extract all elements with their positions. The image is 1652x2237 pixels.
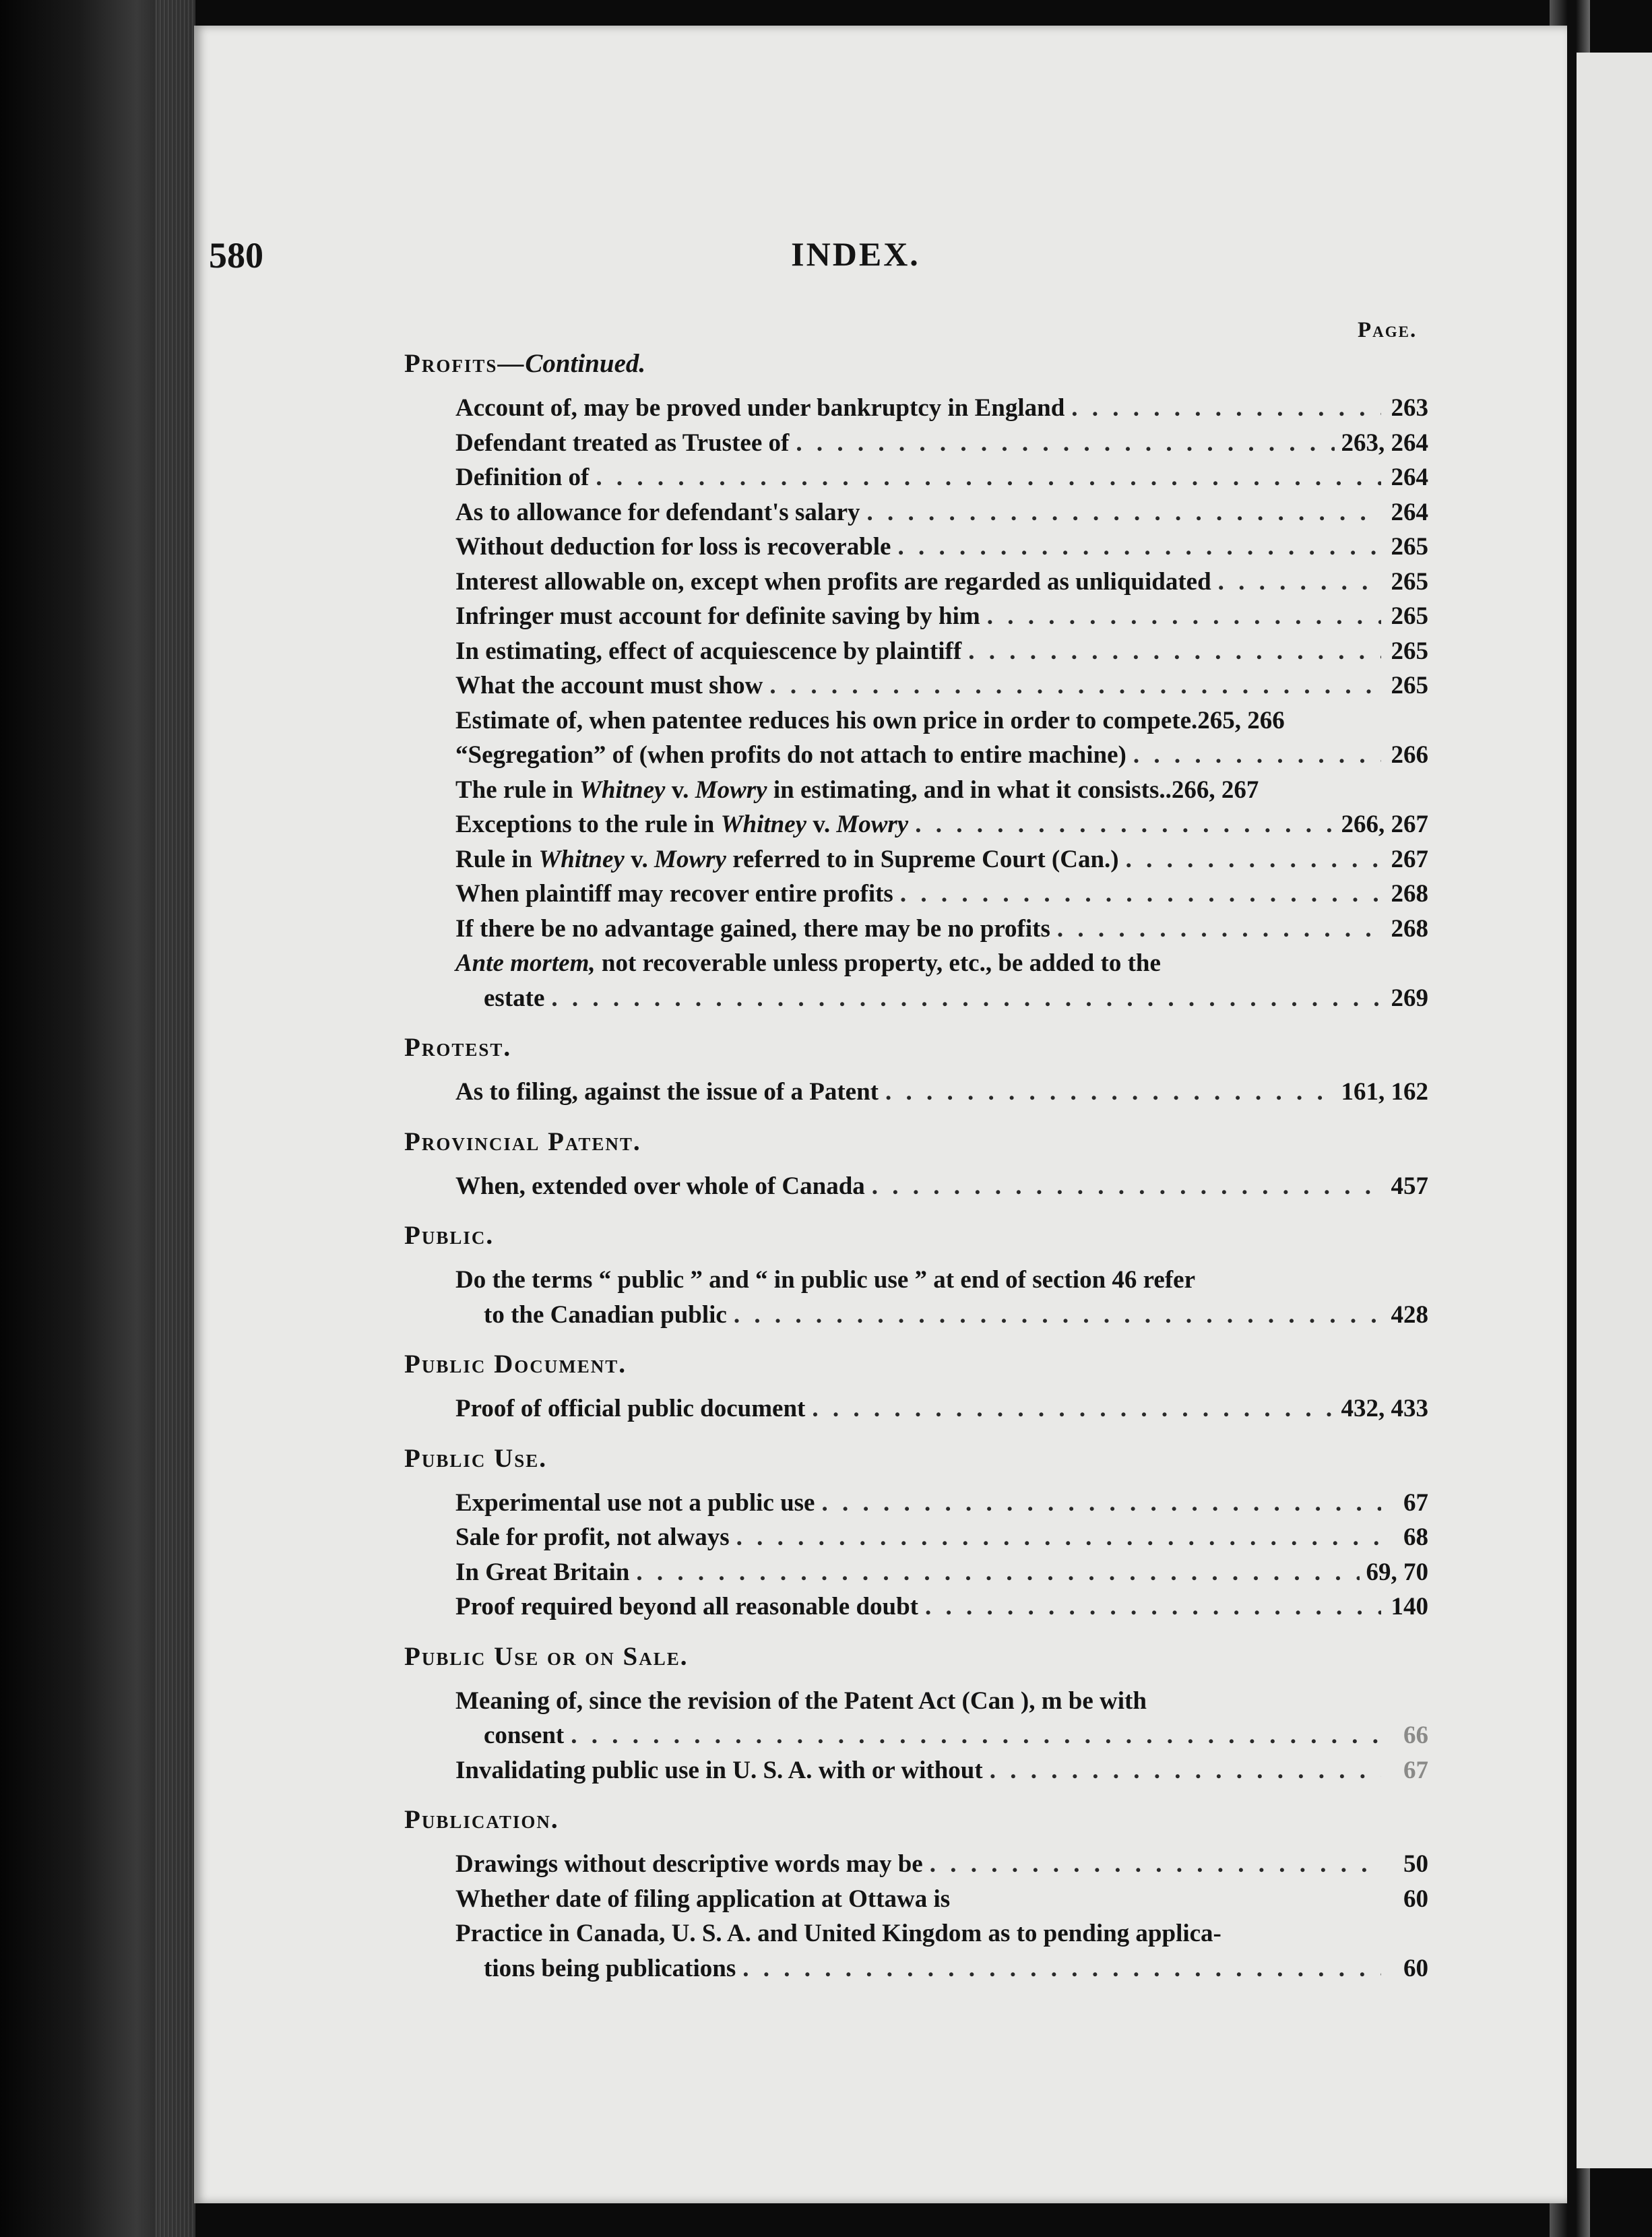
- index-entry: Whether date of filing application at Ottawa is 60: [404, 1882, 1428, 1917]
- page-ref: 140: [1391, 1593, 1428, 1620]
- index-entry: Sale for profit, not always . . . 68: [404, 1520, 1428, 1555]
- section-heading: Protest.: [404, 1033, 512, 1062]
- page-edges: [155, 0, 195, 2237]
- index-entry: The rule in Whitney v. Mowry in estimating, and in what it consists.. 266, 267: [404, 773, 1428, 808]
- index-entry-continuation: estate . . . 269: [404, 981, 1428, 1016]
- page-ref: 264: [1391, 498, 1428, 526]
- facing-page-edge: [1577, 53, 1652, 2168]
- index-entry: Defendant treated as Trustee of . . . 263, 264: [404, 426, 1428, 461]
- index-entry: In Great Britain . . . 69, 70: [404, 1555, 1428, 1590]
- index-entry: Rule in Whitney v. Mowry referred to in Supreme Court (Can.) . . . 267: [404, 842, 1428, 877]
- index-section-public-use: [404, 1440, 1428, 1625]
- section-heading: Publication.: [404, 1805, 559, 1834]
- page-ref: 265: [1391, 672, 1428, 699]
- page-ref: 265: [1391, 637, 1428, 665]
- index-entry: Proof required beyond all reasonable doubt . . . 140: [404, 1589, 1428, 1625]
- page-ref: 268: [1391, 880, 1428, 908]
- page-ref: 265: [1391, 567, 1428, 596]
- index-entry: “Segregation” of (when profits do not attach to entire machine) . . . 266: [404, 738, 1428, 773]
- index-entry-continuation: consent . . . 66: [404, 1718, 1428, 1753]
- page-ref: 161, 162: [1341, 1078, 1428, 1106]
- section-heading: [404, 345, 1428, 383]
- index-section-publication: [404, 1801, 1428, 1986]
- index-entry: Experimental use not a public use . . . 67: [404, 1486, 1428, 1521]
- page-ref: 66: [1403, 1722, 1428, 1749]
- index-entry-continuation: tions being publications . . . 60: [404, 1951, 1428, 1986]
- index-section-protest: [404, 1029, 1428, 1110]
- index-entry: Interest allowable on, except when profits are regarded as unliquidated . . . 265: [404, 565, 1428, 600]
- section-heading: Provincial Patent.: [404, 1127, 641, 1156]
- index-entry: Exceptions to the rule in Whitney v. Mowry . . . 266, 267: [404, 807, 1428, 842]
- index-body: [404, 345, 1428, 1986]
- index-entry: When, extended over whole of Canada . . . 457: [404, 1169, 1428, 1204]
- page-ref: 60: [1403, 1885, 1428, 1913]
- page-number: 580: [209, 235, 263, 276]
- page-ref: 428: [1391, 1300, 1428, 1329]
- section-heading: Public Use or on Sale.: [404, 1641, 689, 1671]
- page-ref: 264: [1391, 464, 1428, 491]
- index-entry: Drawings without descriptive words may be . . . 50: [404, 1847, 1428, 1882]
- page-ref: 266: [1391, 741, 1428, 769]
- index-section-public: [404, 1217, 1428, 1332]
- page-ref: 269: [1391, 984, 1428, 1012]
- running-head: [209, 234, 1449, 295]
- page-ref: 457: [1391, 1172, 1428, 1200]
- index-entry: Infringer must account for definite saving by him . . . 265: [404, 599, 1428, 634]
- page-ref: 265: [1391, 533, 1428, 561]
- index-entry: As to allowance for defendant's salary . . . 264: [404, 495, 1428, 530]
- page-ref: 69, 70: [1366, 1558, 1428, 1586]
- index-entry: Without deduction for loss is recoverable . . . 265: [404, 530, 1428, 565]
- index-entry: In estimating, effect of acquiescence by plaintiff . . . 265: [404, 634, 1428, 669]
- index-entry: Ante mortem, not recoverable unless property, etc., be added to the: [455, 949, 1161, 977]
- index-entry: Account of, may be proved under bankruptcy in England . . . 263: [404, 391, 1428, 426]
- index-entry: Practice in Canada, U. S. A. and United Kingdom as to pending applica-: [455, 1920, 1221, 1947]
- index-section-profits: [404, 345, 1428, 1015]
- page-ref: 263: [1391, 394, 1428, 422]
- index-section-public-document: [404, 1346, 1428, 1426]
- index-entry: If there be no advantage gained, there may be no profits . . . 268: [404, 912, 1428, 947]
- heading-text: Profits—: [404, 349, 526, 378]
- page-title: INDEX.: [791, 235, 920, 273]
- page-ref: 432, 433: [1341, 1395, 1428, 1422]
- page-column-label: Page.: [1358, 318, 1418, 342]
- page-ref: 68: [1403, 1523, 1428, 1551]
- page-ref: 267: [1391, 845, 1428, 873]
- page-ref: 67: [1403, 1756, 1428, 1784]
- index-entry-continuation: to the Canadian public . . . 428: [404, 1298, 1428, 1333]
- index-entry: What the account must show . . . 265: [404, 668, 1428, 703]
- index-entry: Estimate of, when patentee reduces his own price in order to compete. 265, 266: [404, 703, 1428, 738]
- page-ref: 50: [1403, 1850, 1428, 1878]
- page-ref: 60: [1403, 1954, 1428, 1982]
- index-section-public-use-or-on-sale: [404, 1638, 1428, 1788]
- index-entry: When plaintiff may recover entire profits . . . 268: [404, 877, 1428, 912]
- index-section-provincial-patent: [404, 1123, 1428, 1204]
- page-ref: 263, 264: [1341, 429, 1428, 457]
- section-heading: Public Document.: [404, 1350, 627, 1379]
- index-entry: As to filing, against the issue of a Patent . . . 161, 162: [404, 1075, 1428, 1110]
- page-ref: 268: [1391, 914, 1428, 943]
- index-entry: Proof of official public document . . . 432, 433: [404, 1391, 1428, 1426]
- page-ref: 266, 267: [1171, 776, 1259, 804]
- index-entry: Do the terms “ public ” and “ in public use ” at end of section 46 refer: [455, 1266, 1196, 1294]
- index-entry: Meaning of, since the revision of the Patent Act (Can ), m be with: [455, 1687, 1147, 1715]
- index-entry: Invalidating public use in U. S. A. with or without . . . 67: [404, 1753, 1428, 1788]
- page-ref: 265, 266: [1197, 706, 1285, 734]
- heading-continued: Continued.: [525, 349, 646, 378]
- page-ref: 266, 267: [1341, 811, 1428, 838]
- section-heading: Public.: [404, 1221, 495, 1250]
- page-ref: 265: [1391, 602, 1428, 630]
- index-entry: Definition of . . . 264: [404, 460, 1428, 495]
- section-heading: Public Use.: [404, 1443, 548, 1473]
- page-ref: 67: [1403, 1488, 1428, 1517]
